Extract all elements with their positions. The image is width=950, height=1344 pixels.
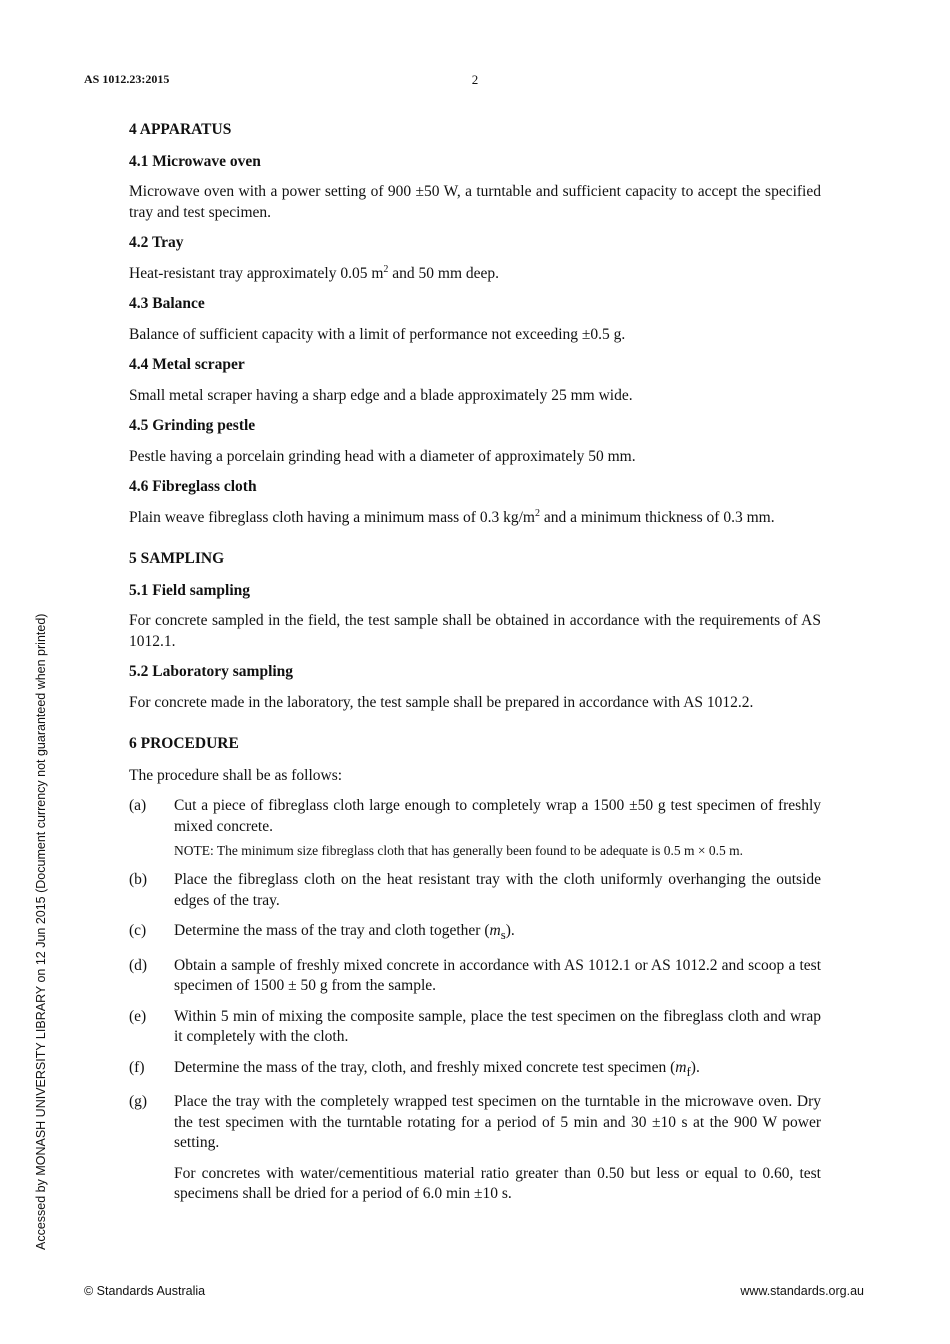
subsection-heading-microwave-oven: 4.1 Microwave oven <box>129 152 261 170</box>
step-text: Determine the mass of the tray, cloth, and freshly mixed concrete test specimen $(m_f)$. <box>174 1058 700 1079</box>
step-text: Place the tray with the completely wrapped test specimen on the turntable in the microwave oven. Dry the test specimen with the turntable rotating for a period of 5 min and 30 ±10 s at the 900 W power setting. <box>174 1093 821 1152</box>
procedure-step-d <box>129 956 821 997</box>
step-label: (a) <box>129 797 147 814</box>
subsection-heading-fibreglass-cloth: 4.6 Fibreglass cloth <box>129 478 257 495</box>
paragraph-tray: Heat-resistant tray approximately 0.05 $m^2$ and 50 mm deep. <box>129 263 500 282</box>
paragraph-laboratory-sampling: For concrete made in the laboratory, the test sample shall be prepared in accordance with AS 1012.2. <box>129 693 754 711</box>
document-body <box>129 120 821 1215</box>
procedure-step-e <box>129 1007 821 1048</box>
subsection-heading-tray: 4.2 Tray <box>129 234 184 251</box>
procedure-step-b <box>129 870 821 911</box>
procedure-intro: The procedure shall be as follows: <box>129 766 343 784</box>
paragraph-microwave-oven: Microwave oven with a power setting of 900 ±50 W, a turntable and sufficient capacity to accept the specified tray and test specimen. <box>129 183 821 221</box>
procedure-step-g <box>129 1092 821 1205</box>
page-number: 2 <box>471 72 479 87</box>
step-label: (g) <box>129 1093 148 1111</box>
step-label: (f) <box>129 1058 145 1076</box>
paragraph-fibreglass-cloth: Plain weave fibreglass cloth having a minimum mass of 0.3 $kg/m^2$ and a minimum thickness of 0.3 mm. <box>129 507 775 526</box>
step-label: (d) <box>129 956 148 974</box>
paragraph-metal-scraper: Small metal scraper having a sharp edge and a blade approximately 25 mm wide. <box>129 386 633 404</box>
paragraph-grinding-pestle: Pestle having a porcelain grinding head with a diameter of approximately 50 mm. <box>129 447 636 465</box>
step-label: (b) <box>129 871 148 888</box>
step-text: Determine the mass of the tray and cloth together $(m_s)$. <box>174 922 515 943</box>
subsection-heading-grinding-pestle: 4.5 Grinding pestle <box>129 417 256 434</box>
subsection-heading-balance: 4.3 Balance <box>129 295 205 312</box>
procedure-step-a <box>129 796 821 860</box>
step-text: Obtain a sample of freshly mixed concrete in accordance with AS 1012.1 or AS 1012.2 and scoop a test specimen of 1500 ± 50 g from the sample. <box>174 956 821 995</box>
step-extra-paragraph: For concretes with water/cementitious material ratio greater than 0.50 but less or equal to 0.60, test specimens shall be dried for a period of 6.0 min ±10 s. <box>174 1164 821 1203</box>
document-id: AS 1012.23:2015 <box>84 72 170 86</box>
paragraph-balance: Balance of sufficient capacity with a limit of performance not exceeding ±0.5 g. <box>129 325 626 343</box>
step-text: Within 5 min of mixing the composite sample, place the test specimen on the fibreglass cloth and wrap it completely with the cloth. <box>174 1007 821 1046</box>
step-label: (c) <box>129 922 147 939</box>
access-watermark: Accessed by MONASH UNIVERSITY LIBRARY on 12 Jun 2015 (Document currency not guaranteed when printed) <box>34 613 48 1250</box>
step-label: (e) <box>129 1007 147 1025</box>
step-text: Place the fibreglass cloth on the heat resistant tray with the cloth uniformly overhanging the outside edges of the tray. <box>174 871 821 909</box>
subsection-heading-field-sampling: 5.1 Field sampling <box>129 581 251 599</box>
footer-website: www.standards.org.au <box>740 1284 864 1298</box>
section-heading-apparatus: 4 APPARATUS <box>129 121 232 138</box>
procedure-step-c <box>129 921 821 946</box>
paragraph-field-sampling: For concrete sampled in the field, the test sample shall be obtained in accordance with the requirements of AS 1012.1. <box>129 612 821 650</box>
subsection-heading-laboratory-sampling: 5.2 Laboratory sampling <box>129 663 294 680</box>
footer-copyright: © Standards Australia <box>84 1284 206 1298</box>
section-heading-sampling: 5 SAMPLING <box>129 550 225 567</box>
step-text: Cut a piece of fibreglass cloth large enough to completely wrap a 1500 ±50 g test specimen of freshly mixed concrete. <box>174 797 821 835</box>
section-heading-procedure: 6 PROCEDURE <box>129 735 239 752</box>
subsection-heading-metal-scraper: 4.4 Metal scraper <box>129 356 245 373</box>
step-note: NOTE: The minimum size fibreglass cloth that has generally been found to be adequate is 0.5 m × 0.5 m. <box>174 843 743 858</box>
procedure-step-f <box>129 1058 821 1083</box>
